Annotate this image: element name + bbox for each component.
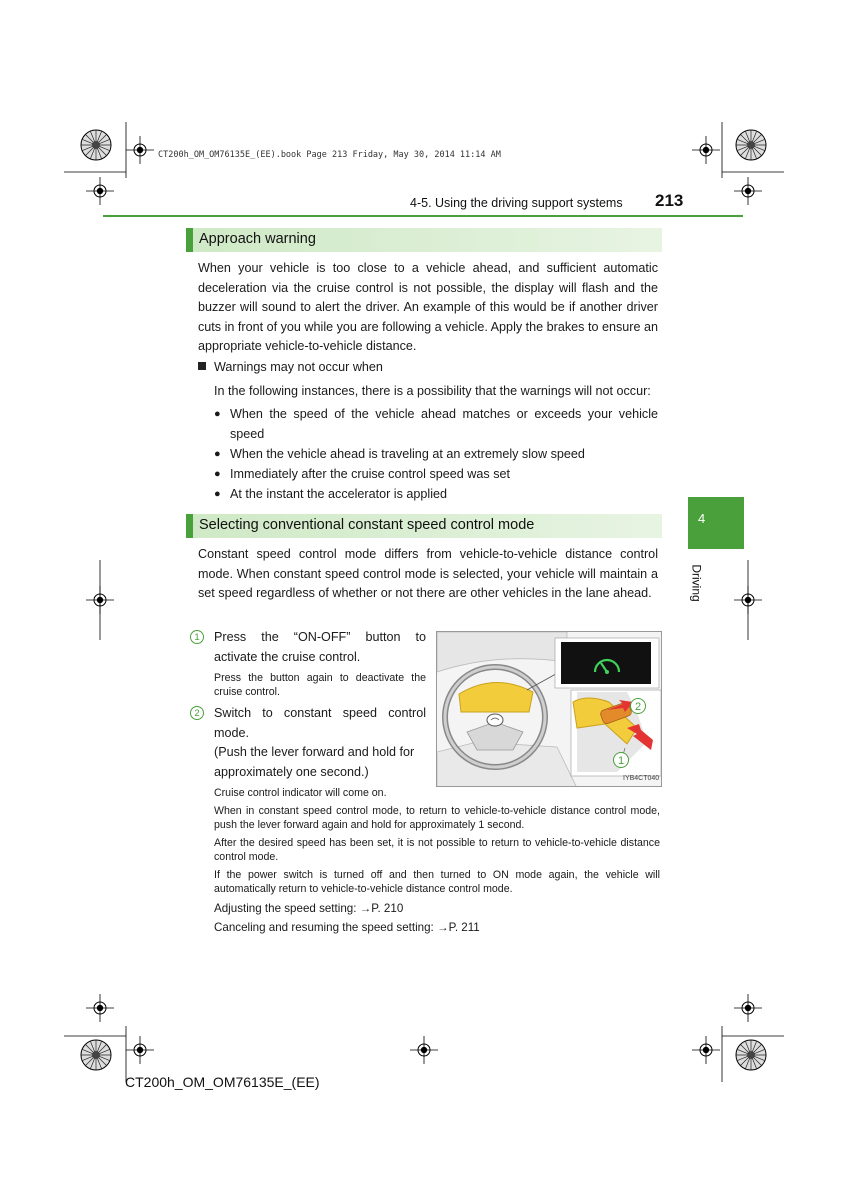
list-item: ● At the instant the accelerator is applied: [214, 484, 658, 504]
note-after-set: After the desired speed has been set, it is not possible to return to vehicle-to-vehicle distance control mode.: [214, 837, 660, 863]
chapter-tab-label-text: Driving: [689, 564, 704, 602]
list-item: ● When the vehicle ahead is traveling at an extremely slow speed: [214, 444, 658, 464]
cruise-control-figure: [436, 631, 662, 787]
figure-code: IYB4CT040: [623, 775, 660, 782]
step-2: [190, 704, 426, 782]
note-power-switch: If the power switch is turned off and then turned to ON mode again, the vehicle will automatically return to vehicle-to-vehicle distance control mode.: [214, 869, 660, 895]
chapter-tab-number: 4: [698, 511, 706, 526]
note-return-mode: When in constant speed control mode, to return to vehicle-to-vehicle distance control mode, push the lever forward again and hold for approximately 1 second.: [214, 805, 660, 831]
list-item: ● When the speed of the vehicle ahead matches or exceeds your vehicle speed: [214, 404, 658, 444]
warnings-list: [214, 404, 658, 504]
page-number: 213: [655, 191, 684, 210]
step-2-text-detail: (Push the lever forward and hold for approximately one second.): [214, 745, 415, 779]
constant-speed-body: Constant speed control mode differs from vehicle-to-vehicle distance control mode. When constant speed control mode is selected, your vehicle will maintain a set speed regardless of whether or not there are other vehicles in the lane ahead.: [198, 547, 658, 601]
section-heading-text: Selecting conventional constant speed control mode: [199, 517, 535, 533]
step-1-note: Press the button again to deactivate the cruise control.: [214, 672, 426, 698]
note-adjusting-link: Adjusting the speed setting: →P. 210: [214, 902, 404, 915]
square-bullet-icon: [198, 362, 206, 370]
step-1-text: Press the “ON-OFF” button to activate the cruise control.: [214, 630, 426, 664]
header-rule: [103, 215, 743, 217]
note-indicator: Cruise control indicator will come on.: [214, 787, 387, 799]
step-1: [190, 628, 426, 667]
sub-heading-text: Warnings may not occur when: [214, 360, 383, 374]
footer-doc-id: CT200h_OM_OM76135E_(EE): [125, 1074, 320, 1090]
step-number-2: 2: [190, 706, 204, 720]
approach-warning-body: When your vehicle is too close to a vehicle ahead, and sufficient automatic deceleration via the cruise control is not possible, the display will flash and the buzzer will sound to alert the driver. An example of this would be if another driver cuts in front of you while you are following a vehicle. Apply the brakes to ensure an appropriate vehicle-to-vehicle distance.: [198, 261, 658, 354]
dashboard-illustration: [437, 632, 662, 787]
section-heading-text: Approach warning: [199, 231, 316, 247]
step-2-text: Switch to constant speed control mode.: [214, 706, 426, 740]
figure-callout-1: 1: [613, 752, 629, 768]
step-number-1: 1: [190, 630, 204, 644]
sub-heading-warnings: [198, 360, 383, 374]
section-heading-constant-speed: [186, 514, 662, 538]
chapter-tab-label: [690, 556, 710, 616]
note-canceling-link: Canceling and resuming the speed setting: →P. 211: [214, 921, 480, 934]
list-item: ● Immediately after the cruise control speed was set: [214, 464, 658, 484]
warnings-lead: In the following instances, there is a possibility that the warnings will not occur:: [214, 384, 651, 398]
section-heading-approach-warning: [186, 228, 662, 252]
figure-callout-2: 2: [630, 698, 646, 714]
header-section-title: 4-5. Using the driving support systems: [410, 196, 623, 210]
print-info: CT200h_OM_OM76135E_(EE).book Page 213 Friday, May 30, 2014 11:14 AM: [158, 150, 501, 160]
chapter-tab: [688, 497, 744, 549]
